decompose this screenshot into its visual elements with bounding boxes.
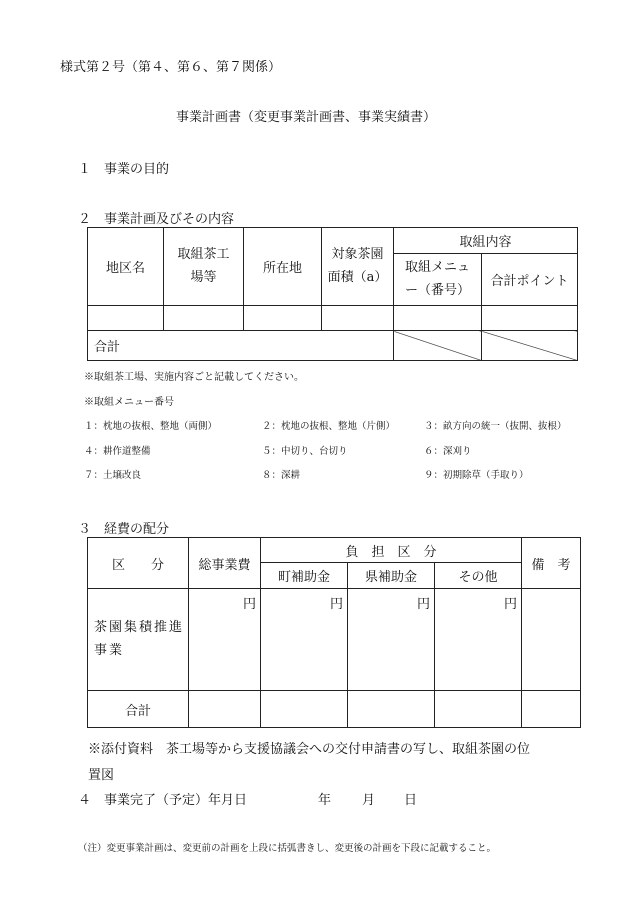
header-kubun: 区 分: [88, 538, 189, 589]
cost-table: [87, 537, 581, 728]
plan-total-label: 合計: [88, 331, 394, 361]
menu-title: ※取組メニュー番号: [84, 397, 174, 408]
attachment-note-cont: 置図: [88, 768, 115, 783]
menu-item: ４：耕作道整備: [84, 446, 151, 457]
plan-table: [87, 227, 578, 361]
header-factory: 取組茶工場等: [164, 228, 244, 306]
menu-item: ５：中切り、台切り: [262, 446, 348, 457]
cell-pref-yen[interactable]: 円: [348, 589, 435, 691]
menu-item: ８：深耕: [262, 470, 301, 481]
cell-other-yen[interactable]: 円: [435, 589, 522, 691]
header-content: 取組内容: [394, 228, 578, 254]
menu-item: ３：畝方向の統一（抜開、抜根）: [424, 421, 567, 432]
section-3-heading: ３ 経費の配分: [78, 522, 170, 537]
cell-remarks[interactable]: [522, 589, 581, 691]
cell-empty[interactable]: [435, 691, 522, 728]
header-other: その他: [435, 563, 522, 589]
section-1-heading: １ 事業の目的: [78, 162, 170, 177]
header-district: 地区名: [88, 228, 164, 306]
cell-empty[interactable]: [244, 306, 322, 331]
section-2-heading: ２ 事業計画及びその内容: [78, 212, 235, 227]
cost-total-label: 合計: [88, 691, 189, 728]
header-menu: 取組メニュー（番号）: [394, 254, 482, 306]
date-day: 日: [404, 793, 418, 808]
date-month: 月: [362, 793, 376, 808]
cell-empty[interactable]: [189, 691, 261, 728]
header-points: 合計ポイント: [482, 254, 578, 306]
cell-empty[interactable]: [482, 306, 578, 331]
cell-empty[interactable]: [394, 306, 482, 331]
header-location: 所在地: [244, 228, 322, 306]
cell-empty[interactable]: [88, 306, 164, 331]
diagonal-cell: [482, 331, 578, 361]
document-title: 事業計画書（変更事業計画書、事業実績書）: [176, 110, 437, 125]
footnote: （注）変更事業計画は、変更前の計画を上段に括弧書きし、変更後の計画を下段に記載すること。: [78, 843, 497, 854]
form-number: 様式第２号（第４、第６、第７関係）: [60, 60, 282, 75]
section-4-heading: ４ 事業完了（予定）年月日: [78, 793, 248, 808]
note-record: ※取組茶工場、実施内容ごと記載してください。: [84, 372, 304, 383]
cell-empty[interactable]: [322, 306, 394, 331]
menu-item: ６：深刈り: [424, 446, 472, 457]
cell-total-yen[interactable]: 円: [189, 589, 261, 691]
menu-item: ９：初期除草（手取り）: [424, 470, 529, 481]
diagonal-cell: [394, 331, 482, 361]
header-town-subsidy: 町補助金: [261, 563, 348, 589]
cell-empty[interactable]: [348, 691, 435, 728]
menu-item: ２：枕地の抜根、整地（片側）: [262, 421, 396, 432]
cell-empty[interactable]: [522, 691, 581, 728]
header-burden: 負 担 区 分: [261, 538, 522, 563]
attachment-note: ※添付資料 茶工場等から支援協議会への交付申請書の写し、取組茶園の位: [88, 742, 531, 757]
header-pref-subsidy: 県補助金: [348, 563, 435, 589]
row-label-tea-consolidation: 茶園集積推進事業: [88, 589, 189, 691]
cell-empty[interactable]: [164, 306, 244, 331]
header-total-cost: 総事業費: [189, 538, 261, 589]
menu-item: １：枕地の抜根、整地（両側）: [84, 421, 218, 432]
date-year: 年: [318, 793, 332, 808]
cell-empty[interactable]: [261, 691, 348, 728]
header-remarks: 備 考: [522, 538, 581, 589]
cell-town-yen[interactable]: 円: [261, 589, 348, 691]
header-area: 対象茶園面積（a）: [322, 228, 394, 306]
menu-item: ７：土壌改良: [84, 470, 142, 481]
